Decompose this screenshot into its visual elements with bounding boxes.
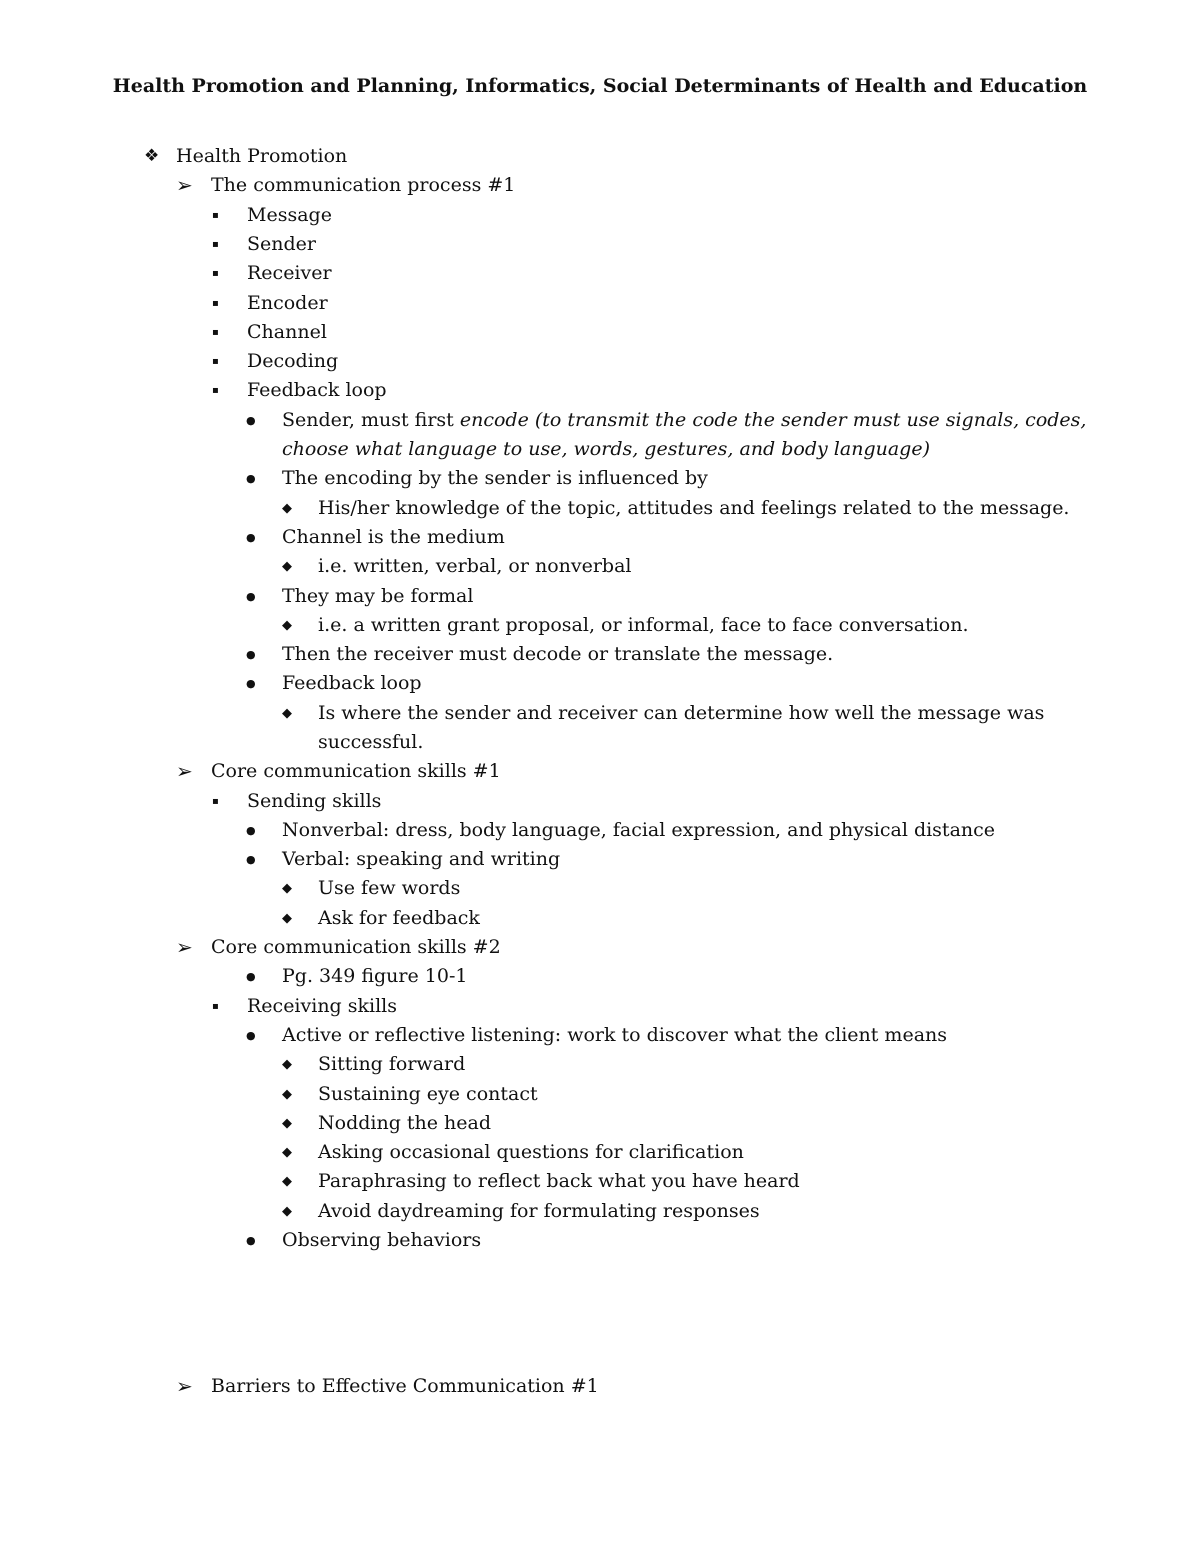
round-bullet-icon: ● <box>246 472 256 485</box>
outline-item-text: Encoder <box>247 292 328 314</box>
outline-item-level-5 <box>318 1109 491 1138</box>
square-bullet-icon: ▪ <box>212 210 219 221</box>
diamond-bullet-icon: ◆ <box>282 881 292 896</box>
outline-item-text: Use few words <box>318 877 461 899</box>
outline-item-level-4 <box>282 640 833 669</box>
round-bullet-icon: ● <box>246 677 256 690</box>
square-bullet-icon: ▪ <box>212 1001 219 1012</box>
outline-item-text: Sending skills <box>247 790 382 812</box>
outline-item-level-4 <box>282 669 422 698</box>
round-bullet-icon: ● <box>246 824 256 837</box>
diamond-bullet-icon: ◆ <box>282 618 292 633</box>
outline-item-text: Avoid daydreaming for formulating responses <box>318 1200 760 1222</box>
outline-item-text: Sender <box>247 233 316 255</box>
outline-item-text: Asking occasional questions for clarification <box>318 1141 744 1163</box>
arrow-bullet-icon: ➢ <box>176 173 193 197</box>
arrow-bullet-icon: ➢ <box>176 1374 193 1398</box>
outline-item-level-2 <box>211 1372 599 1401</box>
outline-item-level-3 <box>247 289 328 318</box>
outline-item-level-5 <box>318 699 1044 728</box>
outline-item-italic-text: choose what language to use, words, gestures, and body language) <box>282 438 930 460</box>
outline-item-level-5 <box>318 728 423 757</box>
outline-item-level-3 <box>247 376 387 405</box>
outline-item-text: Sitting forward <box>318 1053 466 1075</box>
outline-item-text: Feedback loop <box>282 672 422 694</box>
outline-item-level-3 <box>247 230 316 259</box>
outline-item-text: i.e. a written grant proposal, or informal, face to face conversation. <box>318 614 969 636</box>
outline-item-text: Active or reflective listening: work to discover what the client means <box>282 1024 948 1046</box>
round-bullet-icon: ● <box>246 590 256 603</box>
outline-item-level-3 <box>247 201 332 230</box>
square-bullet-icon: ▪ <box>212 796 219 807</box>
outline-item-level-2 <box>211 933 501 962</box>
arrow-bullet-icon: ➢ <box>176 935 193 959</box>
outline-item-level-4 <box>282 523 505 552</box>
outline-item-text: Nonverbal: dress, body language, facial expression, and physical distance <box>282 819 996 841</box>
outline-item-text: The encoding by the sender is influenced by <box>282 467 708 489</box>
round-bullet-icon: ● <box>246 970 256 983</box>
round-bullet-icon: ● <box>246 648 256 661</box>
outline-item-text: Core communication skills #1 <box>211 760 501 782</box>
outline-item-level-5 <box>318 1080 538 1109</box>
outline-item-text: Sender, must first <box>282 409 460 431</box>
outline-item-text: Receiver <box>247 262 332 284</box>
outline-item-level-2 <box>211 757 501 786</box>
outline-item-text: Nodding the head <box>318 1112 492 1134</box>
outline-item-text: Is where the sender and receiver can determine how well the message was <box>318 702 1045 724</box>
outline-item-text: Channel is the medium <box>282 526 505 548</box>
outline-item-level-1 <box>176 142 347 171</box>
outline-item-text: Pg. 349 figure 10-1 <box>282 965 468 987</box>
outline-item-text: Ask for feedback <box>318 907 480 929</box>
round-bullet-icon: ● <box>246 853 256 866</box>
outline-item-level-2 <box>211 171 515 200</box>
document-title: Health Promotion and Planning, Informatics, Social Determinants of Health and Education <box>112 75 1088 97</box>
square-bullet-icon: ▪ <box>212 327 219 338</box>
arrow-bullet-icon: ➢ <box>176 759 193 783</box>
outline-item-level-5 <box>318 904 480 933</box>
diamond-bullet-icon: ◆ <box>282 1204 292 1219</box>
round-bullet-icon: ● <box>246 1234 256 1247</box>
outline-item-level-5 <box>318 1138 744 1167</box>
outline-item-text: Verbal: speaking and writing <box>282 848 561 870</box>
round-bullet-icon: ● <box>246 531 256 544</box>
four-diamond-bullet-icon: ❖ <box>144 146 160 166</box>
outline-item-level-3 <box>247 992 397 1021</box>
outline-item-text: i.e. written, verbal, or nonverbal <box>318 555 632 577</box>
square-bullet-icon: ▪ <box>212 268 219 279</box>
outline-item-text: Core communication skills #2 <box>211 936 501 958</box>
outline-item-text: The communication process #1 <box>211 174 516 196</box>
outline-item-level-3 <box>247 318 327 347</box>
outline-item-text: Feedback loop <box>247 379 387 401</box>
outline-item-level-4 <box>282 1021 947 1050</box>
outline-item-text: Then the receiver must decode or translate the message. <box>282 643 834 665</box>
square-bullet-icon: ▪ <box>212 298 219 309</box>
diamond-bullet-icon: ◆ <box>282 501 292 516</box>
outline-item-level-5 <box>318 874 460 903</box>
diamond-bullet-icon: ◆ <box>282 1145 292 1160</box>
outline-item-level-4 <box>282 816 995 845</box>
outline-item-text: They may be formal <box>282 585 474 607</box>
outline-item-level-5 <box>318 611 969 640</box>
outline-item-level-5 <box>318 1167 800 1196</box>
outline-item-text: Barriers to Effective Communication #1 <box>211 1375 599 1397</box>
outline-item-level-3 <box>247 259 332 288</box>
outline-item-level-3 <box>247 787 381 816</box>
outline-item-level-4 <box>282 406 1086 435</box>
outline-item-level-3 <box>247 347 338 376</box>
outline-item-level-4 <box>282 962 467 991</box>
outline-item-text: His/her knowledge of the topic, attitudes and feelings related to the message. <box>318 497 1070 519</box>
square-bullet-icon: ▪ <box>212 239 219 250</box>
outline-item-level-4 <box>282 582 473 611</box>
outline-item-level-5 <box>318 494 1069 523</box>
diamond-bullet-icon: ◆ <box>282 1087 292 1102</box>
round-bullet-icon: ● <box>246 1029 256 1042</box>
outline-item-text: Decoding <box>247 350 339 372</box>
outline-item-italic-text: encode (to transmit the code the sender must use signals, codes, <box>459 409 1087 431</box>
diamond-bullet-icon: ◆ <box>282 706 292 721</box>
diamond-bullet-icon: ◆ <box>282 911 292 926</box>
outline-item-level-5 <box>318 1197 760 1226</box>
outline-item-text: Sustaining eye contact <box>318 1083 538 1105</box>
outline-item-level-4 <box>282 435 930 464</box>
outline-item-level-4 <box>282 1226 481 1255</box>
diamond-bullet-icon: ◆ <box>282 1116 292 1131</box>
diamond-bullet-icon: ◆ <box>282 559 292 574</box>
square-bullet-icon: ▪ <box>212 385 219 396</box>
diamond-bullet-icon: ◆ <box>282 1174 292 1189</box>
outline-item-level-5 <box>318 552 632 581</box>
outline-item-level-4 <box>282 845 560 874</box>
outline-item-text: Channel <box>247 321 327 343</box>
outline-item-text: successful. <box>318 731 424 753</box>
outline-item-text: Health Promotion <box>176 145 348 167</box>
outline-item-level-5 <box>318 1050 465 1079</box>
outline-item-text: Receiving skills <box>247 995 398 1017</box>
diamond-bullet-icon: ◆ <box>282 1057 292 1072</box>
square-bullet-icon: ▪ <box>212 356 219 367</box>
outline-item-level-4 <box>282 464 708 493</box>
outline-item-text: Message <box>247 204 332 226</box>
round-bullet-icon: ● <box>246 414 256 427</box>
outline-item-text: Observing behaviors <box>282 1229 482 1251</box>
outline-item-text: Paraphrasing to reflect back what you have heard <box>318 1170 800 1192</box>
